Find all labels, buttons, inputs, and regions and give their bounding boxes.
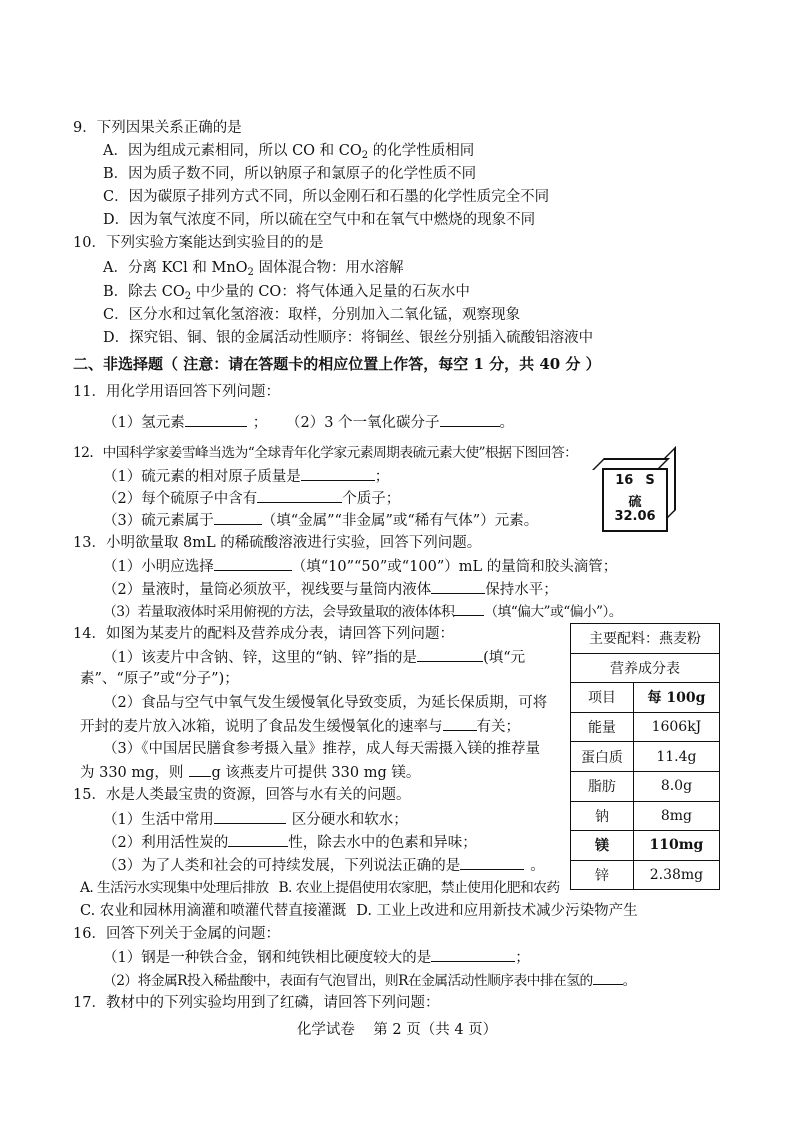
answer-blank[interactable]: [189, 762, 211, 777]
answer-blank[interactable]: [460, 855, 524, 870]
q16-stem: 16．回答下列关于金属的问题：: [73, 926, 280, 942]
q14-stem: 14．如图为某麦片的配料及营养成分表，请回答下列问题：: [73, 626, 454, 642]
answer-blank[interactable]: [301, 466, 375, 481]
q14-part-3-cont: 为 330 mg，则 g 该燕麦片可提供 330 mg 镁。: [80, 762, 420, 783]
q9-stem: 9．下列因果关系正确的是: [73, 120, 242, 136]
element-name: 硫: [628, 495, 642, 510]
answer-blank[interactable]: [440, 412, 500, 427]
table-row: 钠 8mg: [571, 801, 720, 831]
q9-option-d: D．因为氧气浓度不同，所以硫在空气中和在氧气中燃烧的现象不同: [103, 212, 536, 228]
q14-part-2: （2）食品与空气中氧气发生缓慢氧化导致变质，为延长保质期，可将: [103, 695, 548, 711]
q10-stem: 10．下列实验方案能达到实验目的的是: [73, 235, 324, 251]
sulfur-element-card: [602, 468, 668, 532]
q12-part-2: （2）每个硫原子中含有 个质子；: [103, 488, 400, 509]
q15-stem: 15．水是人类最宝贵的资源，回答与水有关的问题。: [73, 787, 411, 803]
q9-option-b: B．因为质子数不同，所以钠原子和氯原子的化学性质不同: [103, 166, 477, 182]
q10-option-c: C．区分水和过氧化氢溶液：取样，分别加入二氧化锰，观察现象: [103, 307, 521, 323]
answer-blank[interactable]: [214, 556, 292, 571]
q13-part-1: （1）小明应选择 （填“10”“50”或“100”）mL 的量筒和胶头滴管；: [103, 556, 617, 577]
table-row: 锌 2.38mg: [571, 860, 720, 890]
header-per-100g: 每 100g: [633, 683, 719, 713]
q15-part-3: （3）为了人类和社会的可持续发展，下列说法正确的是 。: [103, 855, 545, 876]
answer-blank[interactable]: [431, 947, 515, 962]
atomic-number: 16: [615, 473, 634, 488]
q12-part-3: （3）硫元素属于 （填“金属”“非金属”或“稀有气体”）元素。: [103, 510, 538, 531]
answer-blank[interactable]: [593, 970, 623, 985]
q15-part-1: （1）生活中常用 区分硬水和软水；: [103, 809, 408, 830]
table-row: 蛋白质 11.4g: [571, 742, 720, 772]
q16-part-2: （2）将金属R投入稀盐酸中，表面有气泡冒出，则R在金属活动性顺序表中排在氢的 。: [103, 970, 636, 991]
table-row: 能量 1606kJ: [571, 712, 720, 742]
answer-blank[interactable]: [214, 809, 286, 824]
page-footer: 化学试卷 第 2 页（共 4 页）: [296, 1022, 498, 1038]
q10-option-d: D．探究铝、铜、银的金属活动性顺序：将铜丝、银丝分别插入硫酸铝溶液中: [103, 330, 594, 346]
q15-options-cd: C. 农业和园林用滴灌和喷灌代替直接灌溉 D. 工业上改进和应用新技术减少污染物产生: [80, 903, 638, 919]
table-row: 镁 110mg: [571, 831, 720, 861]
answer-blank[interactable]: [214, 510, 262, 525]
ingredient-cell: 主要配料：燕麦粉: [571, 624, 720, 654]
q15-part-2: （2）利用活性炭的 性，除去水中的色素和异味；: [103, 832, 477, 853]
q16-part-1: （1）钢是一种铁合金，钢和纯铁相比硬度较大的是 ；: [103, 947, 530, 968]
q13-part-2: （2）量液时，量筒必须放平，视线要与量筒内液体 保持水平；: [103, 579, 558, 600]
q14-part-2-cont: 开封的麦片放入冰箱，说明了食品发生缓慢氧化的速率与 有关；: [80, 716, 520, 737]
q17-stem: 17．教材中的下列实验均用到了红磷，请回答下列问题：: [73, 995, 440, 1011]
answer-blank[interactable]: [443, 716, 477, 731]
answer-blank[interactable]: [257, 488, 342, 503]
element-symbol: S: [645, 473, 655, 488]
atomic-mass: 32.06: [614, 509, 656, 524]
header-item: 项目: [571, 683, 634, 713]
q13-part-3: （3）若量取液体时采用俯视的方法，会导致量取的液体体积 （填“偏大”或“偏小”）。: [103, 601, 622, 622]
answer-blank[interactable]: [185, 412, 247, 427]
answer-blank[interactable]: [431, 579, 485, 594]
q14-part-1-cont: 素”、“原子”或“分子”)；: [80, 671, 239, 687]
q10-option-b: B．除去 $CO_2$ 中少量的 CO：将气体通入足量的石灰水中: [103, 284, 470, 302]
q11-stem: 11．用化学用语回答下列问题：: [73, 384, 280, 400]
table-row: 脂肪 8.0g: [571, 771, 720, 801]
section-heading: 二、非选择题（ 注意：请在答题卡的相应位置上作答，每空 1 分，共 40 分 ）: [73, 355, 601, 373]
q12-stem: 12．中国科学家姜雪峰当选为“全球青年化学家元素周期表硫元素大使”根据下图回答：: [73, 445, 578, 461]
q12-part-1: （1）硫元素的相对原子质量是 ；: [103, 466, 389, 487]
table-title: 营养成分表: [571, 653, 720, 683]
answer-blank[interactable]: [417, 647, 483, 662]
answer-blank[interactable]: [454, 601, 484, 616]
q9-option-c: C．因为碳原子排列方式不同，所以金刚石和石墨的化学性质完全不同: [103, 189, 550, 205]
q14-part-3: （3）《中国居民膳食参考摄入量》推荐，成人每天需摄入镁的推荐量: [103, 741, 540, 757]
q11-parts: （1）氢元素 ； （2）3 个一氧化碳分子 。: [103, 412, 514, 433]
answer-blank[interactable]: [228, 832, 288, 847]
nutrition-table: [570, 623, 720, 890]
q10-option-a: A．分离 KCl 和 MnO$_2$ 固体混合物：用水溶解: [103, 260, 404, 278]
q15-options-ab: A. 生活污水实现集中处理后排放 B. 农业上提倡使用农家肥，禁止使用化肥和农药: [80, 880, 560, 896]
q14-part-1: （1）该麦片中含钠、锌，这里的“钠、锌”指的是 (填“元: [103, 647, 525, 668]
q13-stem: 13．小明欲量取 8mL 的稀硫酸溶液进行实验，回答下列问题。: [73, 535, 482, 551]
q9-option-a: A．因为组成元素相同，所以 CO 和 $CO_2$ 的化学性质相同: [103, 143, 475, 161]
